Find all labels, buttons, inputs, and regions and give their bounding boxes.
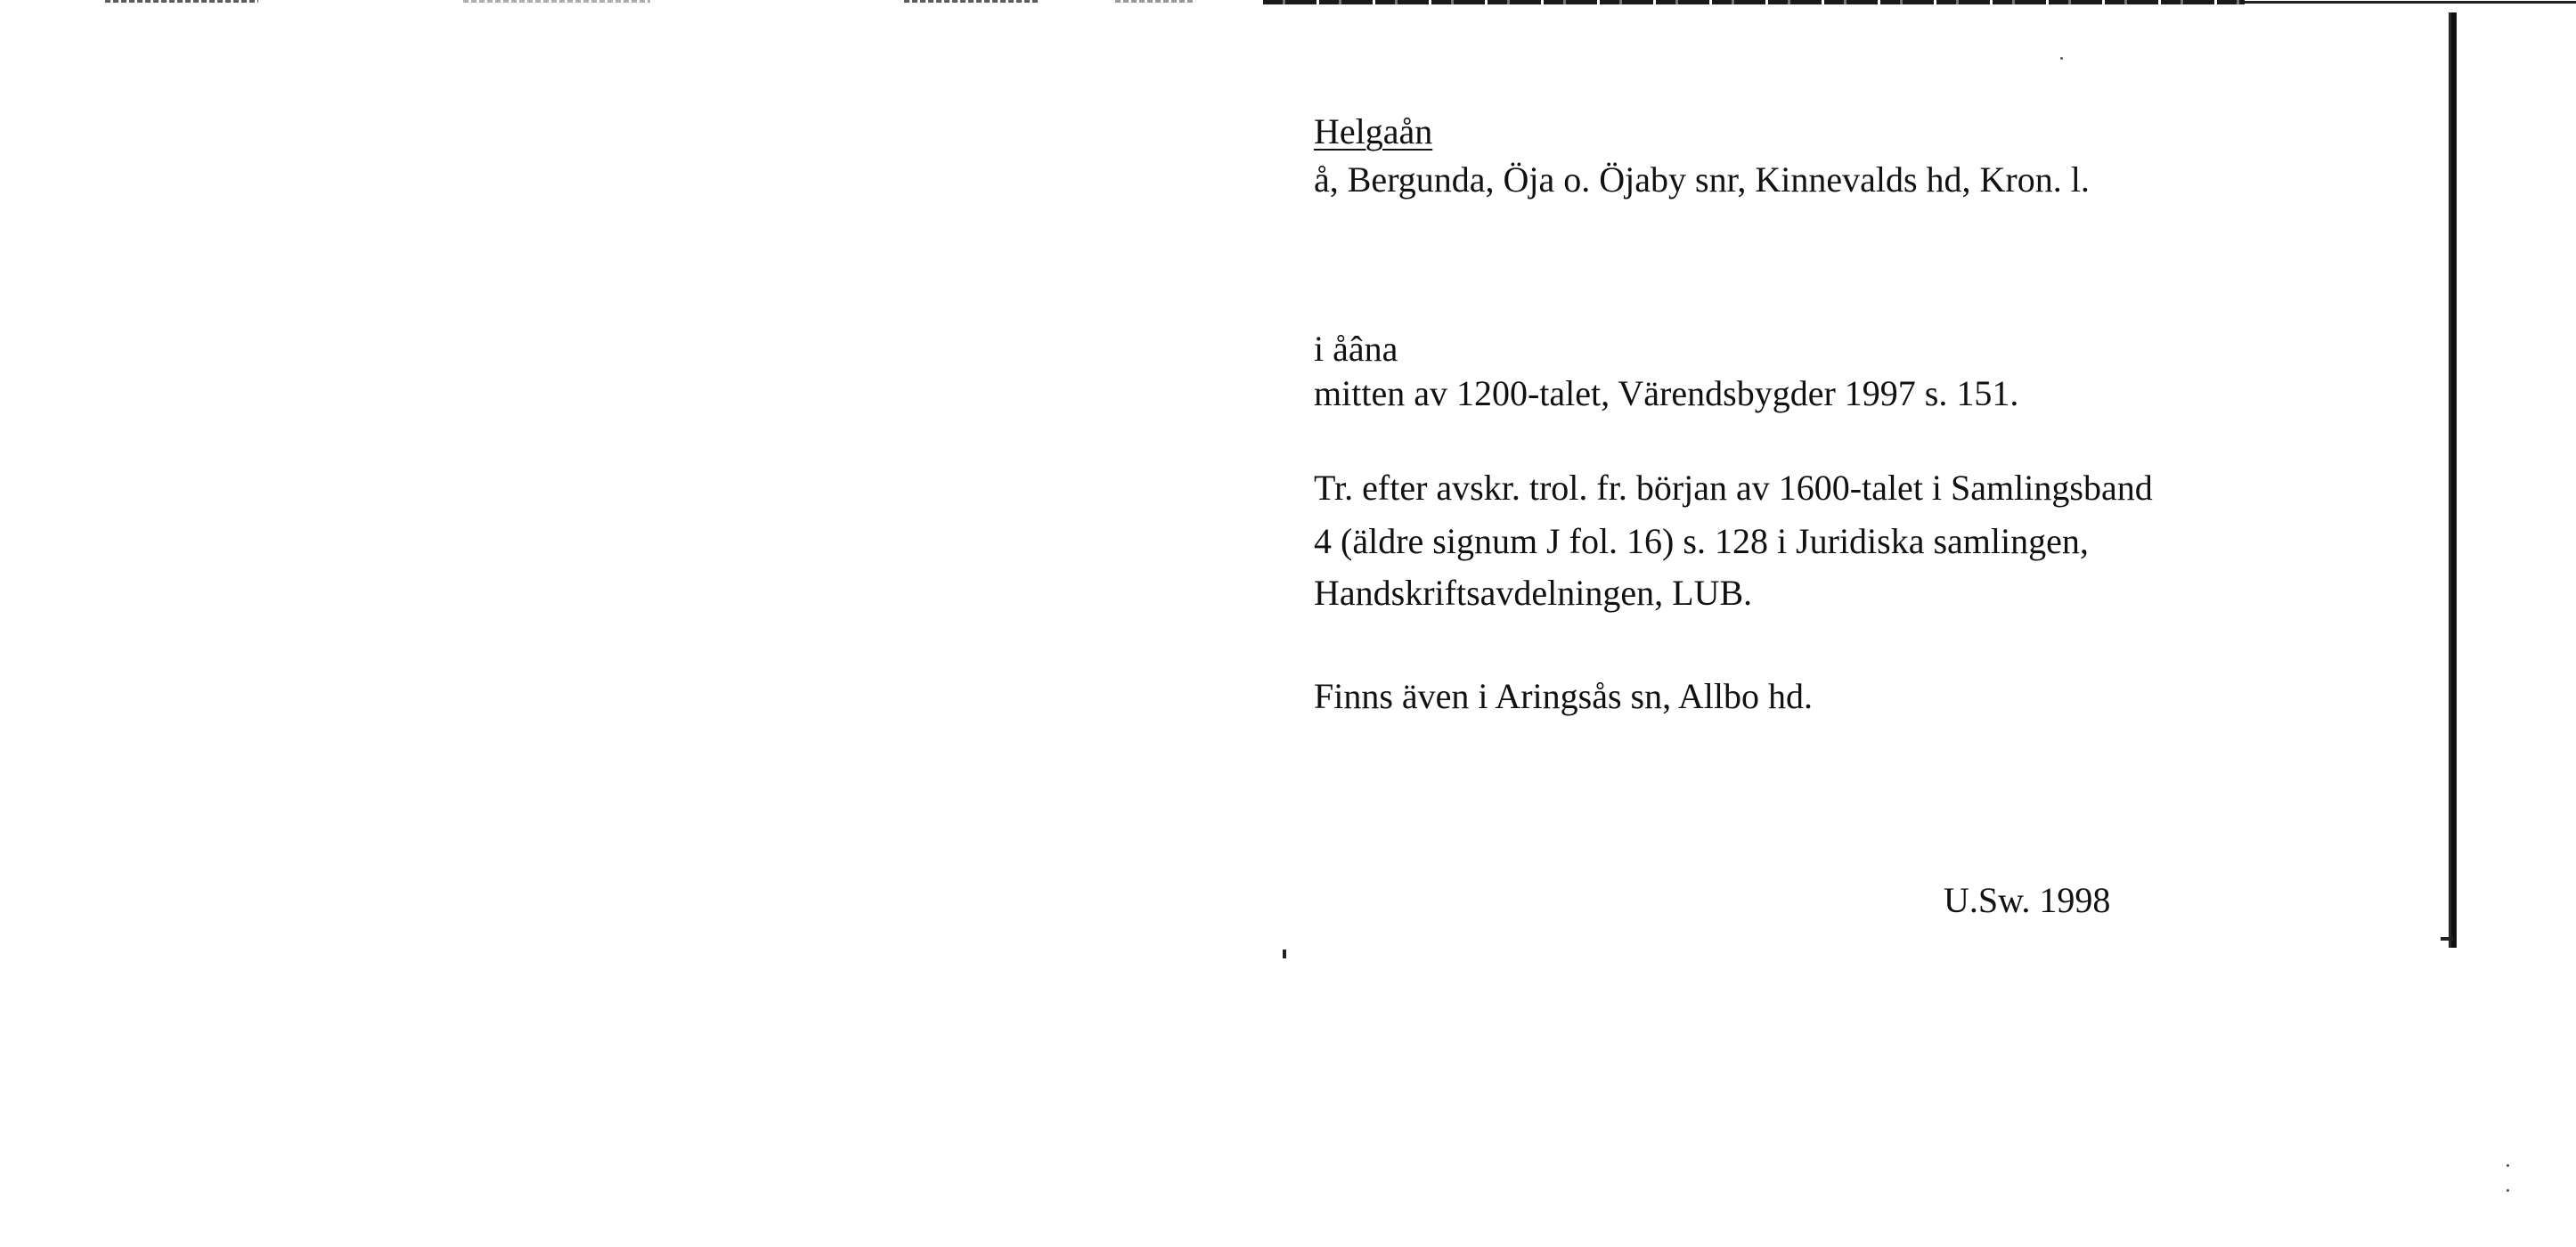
source-line-2: 4 (äldre signum J fol. 16) s. 128 i Juridiska samlingen, bbox=[1314, 521, 2089, 561]
card-headword: Helgaån bbox=[1314, 111, 1433, 151]
card-top-border-right bbox=[2245, 1, 2576, 4]
source-line-1: Tr. efter avskr. trol. fr. början av 1600-talet i Samlingsband bbox=[1314, 468, 2153, 508]
card-top-border bbox=[1263, 0, 2245, 4]
card-right-border-cap bbox=[2441, 937, 2453, 941]
quote-line-2: mitten av 1200-talet, Värendsbygder 1997 s. 151. bbox=[1314, 373, 2019, 413]
scan-speck bbox=[2507, 1164, 2509, 1167]
card-right-border bbox=[2449, 12, 2457, 948]
quote-line-1: i åâna bbox=[1314, 329, 1398, 369]
scan-speck bbox=[2507, 1189, 2509, 1192]
card-note: Finns även i Aringsås sn, Allbo hd. bbox=[1314, 676, 1814, 716]
source-line-3: Handskriftsavdelningen, LUB. bbox=[1314, 573, 1753, 613]
card-location: å, Bergunda, Öja o. Öjaby snr, Kinnevalds hd, Kron. l. bbox=[1314, 159, 2090, 200]
scan-corner-mark bbox=[1283, 950, 1286, 958]
scan-artifact-line bbox=[904, 0, 1039, 3]
scan-artifact-line bbox=[1115, 0, 1195, 3]
scan-speck bbox=[2060, 57, 2063, 60]
scan-artifact-line bbox=[105, 0, 258, 3]
scan-artifact-line bbox=[463, 0, 650, 3]
card-signature: U.Sw. 1998 bbox=[1944, 880, 2111, 920]
